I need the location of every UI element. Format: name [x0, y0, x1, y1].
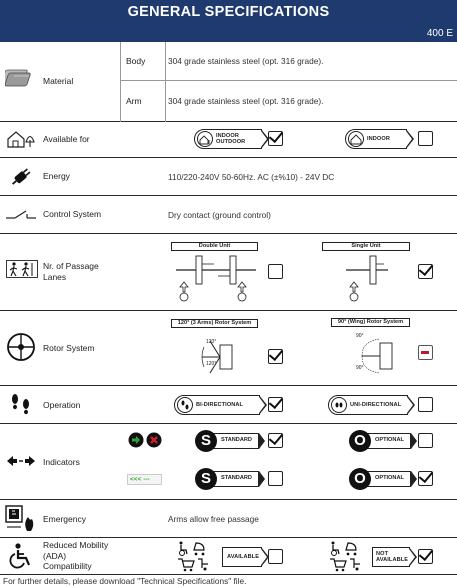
row-emergency [0, 500, 457, 538]
page-title: GENERAL SPECIFICATIONS [127, 4, 330, 20]
reduced-mobility-line3: Compatibility [43, 561, 92, 571]
row-rotor-system [0, 311, 457, 386]
arm-label: Arm [126, 96, 142, 106]
stroller-trolley-icons-2 [328, 540, 368, 572]
indoor-badge [345, 129, 407, 149]
reduced-mobility-label [43, 540, 108, 572]
footer-note: For further details, please download "Technical Specifications" file. [3, 576, 247, 586]
row-control-system [0, 196, 457, 234]
led-arrows-strip [127, 474, 162, 485]
stroller-trolley-icons-1 [176, 540, 216, 572]
wheelchair-icon [9, 543, 33, 569]
rotor-icon [6, 332, 36, 362]
indoor-outdoor-badge [194, 129, 262, 149]
standard-text-row1: STANDARD [207, 433, 259, 449]
emergency-value: Arms allow free passage [168, 514, 259, 524]
uni-directional-checkbox[interactable] [418, 397, 433, 412]
double-unit-title: Double Unit [171, 242, 258, 251]
passage-lanes-label-line2: Lanes [43, 272, 67, 282]
single-unit-checkbox[interactable] [418, 264, 433, 279]
single-unit-diagram [340, 252, 412, 304]
led-arrows-text: <<< --- [130, 476, 150, 483]
green-arrow-icon [128, 432, 144, 448]
body-value: 304 grade stainless steel (opt. 316 grade). [168, 56, 324, 66]
energy-label: Energy [43, 171, 70, 181]
energy-value: 110/220-240V 50-60Hz. AC (±%10) - 24V DC [168, 172, 335, 182]
operation-label: Operation [43, 400, 81, 410]
switch-icon [5, 209, 37, 221]
rotor-90-angle-bottom: 90° [356, 365, 364, 371]
double-unit-diagram [172, 252, 262, 304]
row-material [0, 42, 457, 122]
material-label: Material [43, 76, 74, 86]
indoor-only-text: INDOOR [367, 135, 390, 142]
bi-directional-badge [174, 395, 260, 415]
control-system-value: Dry contact (ground control) [168, 210, 271, 220]
uni-directional-text: UNI-DIRECTIONAL [350, 401, 402, 408]
reduced-mobility-line2: (ADA) [43, 550, 67, 561]
material-divider-v2 [165, 42, 166, 122]
row-energy [0, 158, 457, 196]
not-available-badge [372, 547, 410, 567]
single-unit-title: Single Unit [322, 242, 410, 251]
standard-badge-row1 [195, 430, 265, 452]
indoor-icon [348, 131, 364, 147]
model-label: 400 E [426, 28, 453, 39]
indoor-outdoor-checkbox[interactable] [268, 131, 283, 146]
optional-badge-row1 [349, 430, 409, 452]
bi-directional-text: BI-DIRECTIONAL [196, 401, 244, 408]
body-label: Body [126, 56, 146, 66]
indicators-label: Indicators [43, 457, 80, 467]
not-text: NOT [376, 550, 389, 557]
rotor-90-title: 90° (Wing) Rotor System [331, 318, 410, 327]
indoor-checkbox[interactable] [418, 131, 433, 146]
direction-arrows-icon [6, 454, 36, 468]
indoor-outdoor-icon [6, 129, 38, 149]
double-unit-checkbox[interactable] [268, 264, 283, 279]
indoor-outdoor-icon [197, 131, 213, 147]
spec-header [0, 0, 457, 42]
footsteps-icon [8, 392, 34, 418]
rotor-90-unavailable-box [418, 345, 433, 360]
rotor-120-diagram [196, 333, 242, 381]
row-indicators [0, 424, 457, 500]
passage-lanes-label-line1: Nr. of Passage [43, 261, 99, 271]
rotor-120-checkbox[interactable] [268, 349, 283, 364]
indicator-optional-row2-checkbox[interactable] [418, 471, 433, 486]
red-cross-icon [146, 432, 162, 448]
bi-directional-icon [177, 397, 193, 413]
optional-badge-row2 [349, 468, 409, 490]
indicator-optional-row1-checkbox[interactable] [418, 433, 433, 448]
indoor-text: INDOOR [216, 132, 239, 139]
rotor-system-label: Rotor System [43, 343, 95, 353]
rotor-90-angle-top: 90° [356, 333, 364, 339]
row-operation [0, 386, 457, 424]
emergency-exit-icon [5, 505, 37, 533]
standard-letter-row2: S [195, 468, 217, 490]
emergency-label: Emergency [43, 514, 86, 524]
uni-directional-badge [328, 395, 408, 415]
material-divider-v1 [120, 42, 121, 122]
passage-lanes-label [43, 261, 99, 283]
optional-text-row2: OPTIONAL [361, 471, 411, 487]
optional-letter-row2: O [349, 468, 371, 490]
ada-not-available-checkbox[interactable] [418, 549, 433, 564]
standard-letter-row1: S [195, 430, 217, 452]
bi-directional-checkbox[interactable] [268, 397, 283, 412]
available-for-label: Available for [43, 134, 90, 144]
available-badge [222, 547, 262, 567]
optional-text-row1: OPTIONAL [361, 433, 411, 449]
rotor-120-angle-bottom: 120° [206, 361, 217, 367]
standard-badge-row2 [195, 468, 265, 490]
ada-available-checkbox[interactable] [268, 549, 283, 564]
row-passage-lanes [0, 234, 457, 311]
steel-sheets-icon [5, 66, 37, 90]
pedestrian-lanes-icon [6, 260, 38, 278]
indicator-standard-row1-checkbox[interactable] [268, 433, 283, 448]
reduced-mobility-line1: Reduced Mobility [43, 540, 109, 550]
row-reduced-mobility [0, 538, 457, 575]
uni-directional-icon [331, 397, 347, 413]
row-available-for [0, 122, 457, 158]
arm-value: 304 grade stainless steel (opt. 316 grade). [168, 96, 324, 106]
control-system-label: Control System [43, 209, 102, 219]
rotor-90-diagram [352, 333, 398, 381]
standard-text-row2: STANDARD [207, 471, 259, 487]
rotor-120-angle-top: 120° [206, 339, 217, 345]
outdoor-text: OUTDOOR [216, 139, 246, 145]
material-divider-h [120, 80, 457, 81]
optional-letter-row1: O [349, 430, 371, 452]
not-available-text: AVAILABLE [376, 557, 409, 563]
available-text: AVAILABLE [227, 553, 260, 560]
indicator-standard-row2-checkbox[interactable] [268, 471, 283, 486]
rotor-120-title: 120° (3 Arms) Rotor System [171, 319, 258, 328]
plug-icon [9, 166, 33, 188]
